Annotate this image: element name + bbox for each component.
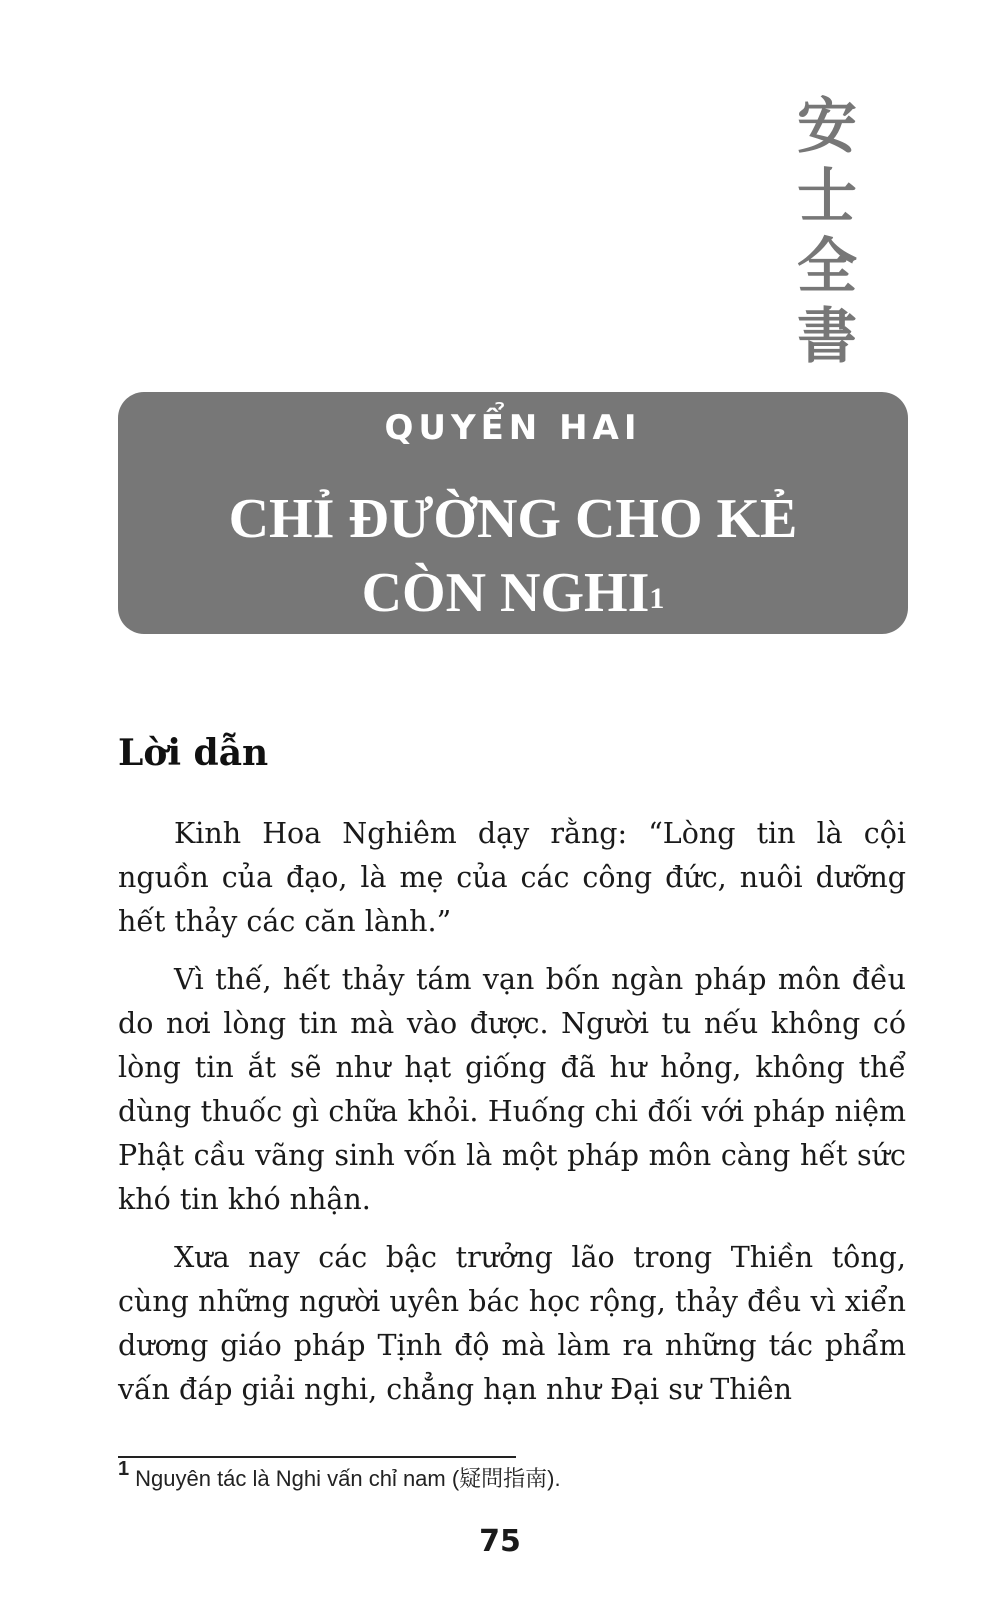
chapter-title-line-2: [118, 556, 908, 630]
section-heading: Lời dẫn: [118, 732, 269, 774]
page-number: 75: [479, 1524, 521, 1559]
title-char-4: 書: [797, 302, 857, 372]
chapter-title-box: [118, 392, 908, 634]
chapter-title-line-2-text: CÒN NGHI: [361, 562, 650, 624]
footnote-mark: 1: [118, 1458, 130, 1480]
paragraph-1: Kinh Hoa Nghiêm dạy rằng: “Lòng tin là cội nguồn của đạo, là mẹ của các công đức, nuôi dưỡng hết thảy các căn lành.”: [118, 817, 906, 938]
footnote: [118, 1458, 561, 1493]
footnote-divider: [118, 1456, 516, 1458]
paragraph-3: Xưa nay các bậc trưởng lão trong Thiền tông, cùng những người uyên bác học rộng, thảy đều vì xiển dương giáo pháp Tịnh độ mà làm ra những tác phẩm vấn đáp giải nghi, chẳng hạn như Đại sư Thiên: [118, 1241, 906, 1406]
paragraph-2: Vì thế, hết thảy tám vạn bốn ngàn pháp môn đều do nơi lòng tin mà vào được. Người tu nếu không có lòng tin ắt sẽ như hạt giống đã hư hỏng, không thể dùng thuốc gì chữa khỏi. Huống chi đối với pháp niệm Phật cầu vãng sinh vốn là một pháp môn càng hết sức khó tin khó nhận.: [118, 963, 906, 1216]
vertical-book-title: [784, 92, 870, 372]
footnote-reference: 1: [649, 582, 665, 615]
footnote-text: Nguyên tác là Nghi vấn chỉ nam (疑問指南).: [135, 1466, 561, 1491]
chapter-title-line-1: CHỈ ĐƯỜNG CHO KẺ: [228, 488, 798, 550]
title-char-1: 安: [797, 92, 857, 162]
chapter-label: QUYỂN HAI: [384, 408, 642, 448]
title-char-2: 士: [797, 162, 857, 232]
body-text: [118, 812, 906, 1426]
chapter-title: [118, 482, 908, 630]
title-char-3: 全: [797, 232, 857, 302]
